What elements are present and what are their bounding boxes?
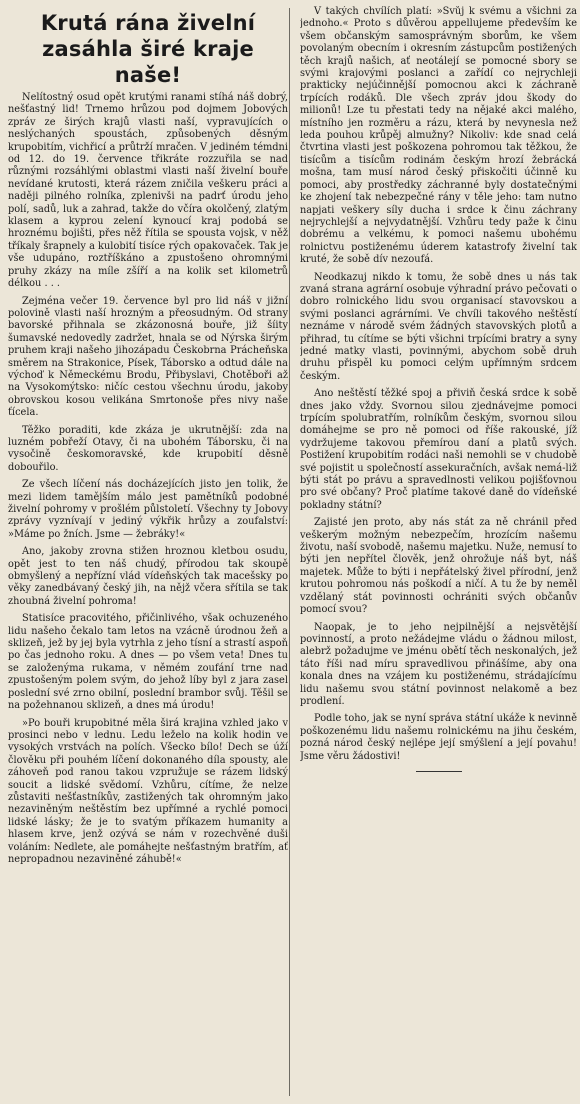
paragraph: V takých chvílích platí: »Svůj k svému a všichni za jednoho.« Proto s důvěrou appellujeme především ke všem občanským samosprávným sborům, ke všem povolaným obecním i okresním zástupcům postižených těch krajů našich, ať neotálejí se pomocné sbory se svými krajovými poslanci a zařídí co nejrychleji prakticky nejúčinnější pomocnou akci k záchraně trpících rodáků. Dle všech zpráv jdou škody do milionů! Lze tu přestati tedy na nějaké akci malého, místního jen rozměru a rázu, která by nevynesla než leda pouhou krůpěj almužny? Nikoliv: kde snad celá čtvrtina vlasti jest poškozena pohromou tak těžkou, že tisícům a tisícům rodinám českým hrozí žebrácká mošna, tam musí národ český přiskočiti účinně ku pomoci, aby prostředky záchranné byly dostatečnými ke zhojení tak nebezpečné rány v těle jeho: tam nutno napjati veškery síly ducha i srdce k činu záchrany nejrychlejší a nejvydatnější. Vzhůru tedy paže k činu dobrému a velkému, k pomoci našemu ubohému rolnictvu postiženému úderem katastrofy živelní tak kruté, že sobě dív nezoufá. (300, 6, 577, 266)
article-headline: Krutá rána živelní zasáhla širé kraje naše! (40, 11, 256, 87)
paragraph: »Po bouři krupobitné měla širá krajina vzhled jako v prosinci nebo v lednu. Ledu leželo na kolik hodin ve vysokých vrstvách na polích. Všecko bílo! Dech se úží člověku při pouhém líčení dokonaného díla spousty, ale záhoveň pod ranou takou vzpružuje se rázem lidský soucit a lidské svědomí. Vzhůru, cítíme, že nelze zůstaviti nešťastníkův, zastižených tak ohromným jako nezaviněným neštěstím bez upřímné a rychlé pomoci lidské lásky; že je to svatým příkazem humanity a hlasem krve, jenž ozývá se nám v rozechvěné duši voláním: Nedlete, ale pomáhejte nešťastným bratřím, ať nepropadnou nezaviněné záhubě!« (8, 717, 288, 865)
paragraph: Naopak, je to jeho nejpilnější a nejsvětější povinností, a proto nežádejme vládu o žádnou milost, alebrž požadujme ve jménu obětí těch neskonalých, jež táto říši nad míru spravedlivou přinášíme, aby ona konala dnes na vzájem ku postiženému, strádajícímu lidu našemu svou státní povinnost nelakomě a bez prodlení. (300, 621, 577, 707)
end-rule (416, 771, 462, 772)
paragraph: Ano, jakoby zrovna stižen hroznou kletbou osudu, opět jest to ten náš chudý, přírodou tak skoupě obmyšlený a nepřízní vlád vídeňských tak macešsky po věky zanedbávaný český jih, na nějž včera sřítila se tak zhoubná živelní pohroma! (8, 546, 288, 607)
paragraph: Statisíce pracovitého, přičinlivého, však ochuzeného lidu našeho čekalo tam letos na vzácně úrodnou žeň a sklizeň, jež by jej byla vytrhla z jeho tísní a strastí aspoň po čas jednoho roku. A dnes — po všem veta! Dnes tu se založenýma rukama, v němém zoufání trne nad zpustošeným polem svým, do jehož líby byl z jara zasel poslední své zrno obilní, poslední brambor svůj. Těšil se na požehnanou sklizeň, a dnes má úrodu! (8, 613, 288, 712)
paragraph: Zejména večer 19. července byl pro lid náš v jižní polovině vlasti naší hrozným a přeosudným. Od strany bavorské přihnala se zkázonosná bouře, již šíity šumavské nedovedly zadržet, hnala se od Nýrska širým pruhem kraji našeho jihozápadu Českobrna Prácheňska směrem na Strakonice, Písek, Táborsko a odtud dále na výchoď k Německému Brodu, Přibyslavi, Chotěboři až na Vysokomýtsko: ničíc cestou všechnu úrodu, jakoby obrovskou kosou velikána Smrtonoše přes nivy naše ťícela. (8, 295, 288, 419)
paragraph: Nelítostný osud opět krutými ranami stíhá náš dobrý, nešťastný lid! Trnemo hrůzou pod dojmem Jobových zpráv ze širých krajů vlasti naší, vypravujících o neslýchaných spoustách, způsobených děsným krupobitím, vichřicí a průtrží mračen. V jediném témdni od 12. do 19. července třikráte rozzuřila se nad různými rozsáhlými oblastmi vlasti naší živelní bouře nevídané krutosti, která rázem zničila veškeru práci a naději pilného rolníka, zplenivši na padrť úrodu jeho polí, sadů, luk a zahrad, takže do včíra okolčený, zlatým klasem a kyprou zelení kynoucí kraj podobá se hroznému bojišti, přes něž řítila se spousta vojsk, v něž tříkaly šrapnely a kulobití tisíce rých opakovaček. Tak je vše udupáno, roztříškáno a zpustošeno ohromnými pruhy zkázy na míle zšíří a na kolik set kilometrů délkou . . . (8, 92, 288, 290)
article-columns (8, 6, 577, 1098)
paragraph: Podle toho, jak se nyní správa státní ukáže k nevinně poškozenému lidu našemu rolnickému na jihu českém, pozná národ český nejlépe její smýšlení a její povahu! Jsme věru žádostivi! (300, 713, 577, 762)
paragraph: Zajisté jen proto, aby nás stát za ně chránil před veškerým možným nebezpečím, hrozícím našemu životu, naší svobodě, našemu majetku. Nuže, nemusí to býti jen nepřítel člověk, jenž ohrožuje náš byt, náš majetek. Může to býti i nepřátelský živel přírodní, jenž krutou pohromou nás poškodí a ničí. A tu že by neměl vzdělaný stát povinnosti ochrániti svých občanův pomocí svou? (300, 517, 577, 616)
paragraph: Ze všech líčení nás docházejících jisto jen tolik, že mezi lidem tamějším málo jest pamětníků podobné živelní pohromy v prošlém půlstoletí. Všechny ty Jobovy zprávy vyznívají v jediný výkřik hrůzy a zoufalství: »Máme po žních. Jsme — žebráky!« (8, 479, 288, 540)
paragraph: Ano neštěstí těžké spoj a přiviň česká srdce k sobě dnes jako vždy. Svornou silou zjednávejme pomoci trpícím spolubratřím, rolníkům českým, svornou silou domáhejme se pro ně pomoci od říše rakouské, jíž vydržujeme takovou přemírou daní a platů svých. Postižení krupobitím rodáci naši nemohli se v chudobě své pojistit u společností assekuračních, avšak nemá-liž býti stát po právu a spravedlnosti velikou pojišťovnou pro své občany? Proč platíme takové daně do vídeňské pokladny státní? (300, 388, 577, 511)
left-column (8, 6, 288, 1098)
right-column (300, 6, 577, 1098)
paragraph: Těžko poraditi, kde zkáza je ukrutnější: zda na luzném pobřeží Otavy, či na ubohém Táborsku, či na vysočině českomoravské, kde krupobití děsně dobouřilo. (8, 424, 288, 473)
paragraph: Neodkazuj nikdo k tomu, že sobě dnes u nás tak zvaná strana agrární osobuje výhradní právo pečovati o dobro rolnického lidu svou organisací stavovskou a svými poslanci agrárními. Ve chvíli takového neštěstí neznáme v národě svém žádných stavovských plotů a přihrad, tu cítíme se býti všichni trpícími bratry a syny jedné matky vlasti, povinnými, abychom sobě druh druhu přispěl ku pomoci celým upřímným srdcem českým. (300, 271, 577, 382)
